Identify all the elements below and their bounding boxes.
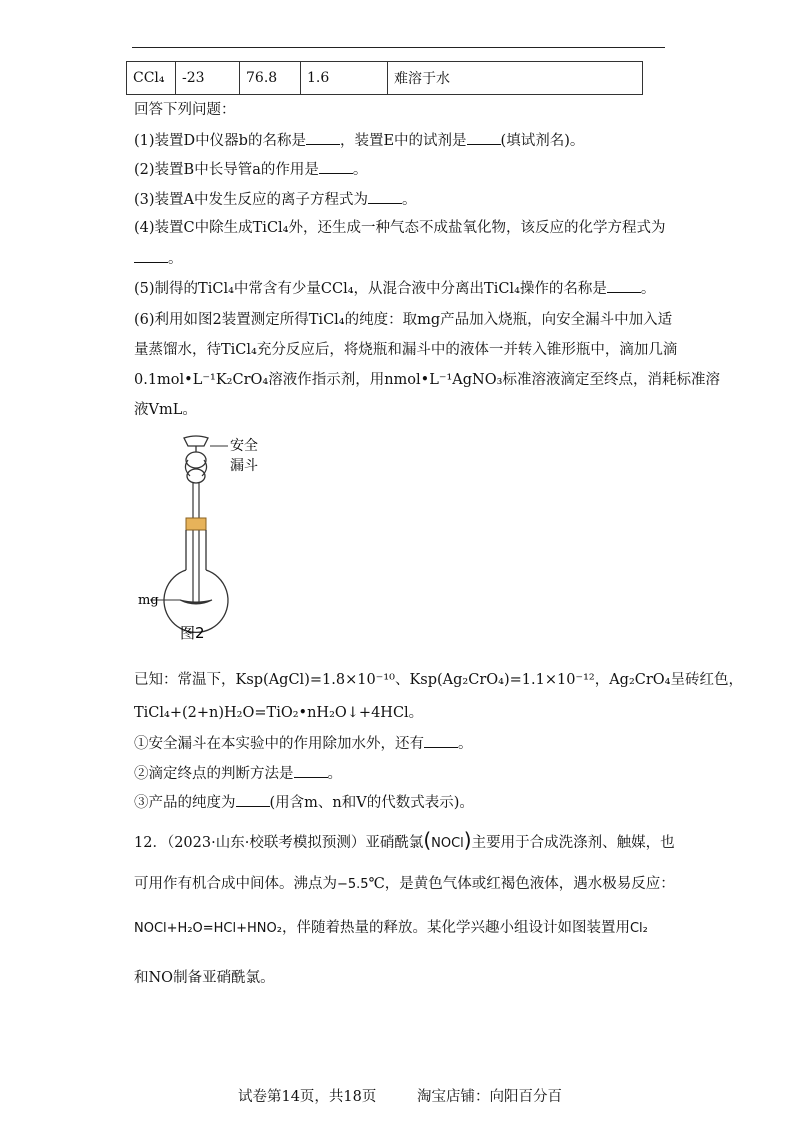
sub-question-1: ①安全漏斗在本实验中的作用除加水外，还有 。 (134, 733, 473, 754)
chlorine-formula: Cl₂ (629, 921, 648, 936)
question-6-line-2: 量蒸馏水，待TiCl₄充分反应后，将烧瓶和漏斗中的液体一并转入锥形瓶中，滴加几滴 (134, 342, 678, 358)
table-cell: 1.6 (301, 62, 388, 95)
table-row (127, 62, 643, 95)
answer-blank[interactable] (306, 130, 340, 145)
question-12-line-2: 可用作有机合成中间体。沸点为−5.5℃，是黄色气体或红褐色液体，遇水极易反应： (134, 876, 675, 892)
table-cell: 76.8 (240, 62, 301, 95)
question-12-line-1: 12．（2023·山东·校联考模拟预测）亚硝酰氯(NOCl)主要用于合成洗涤剂、触媒，也 (134, 828, 675, 852)
table-cell: CCl₄ (127, 62, 176, 95)
reaction-equation: NOCl+H₂O=HCl+HNO₂ (134, 921, 282, 936)
question-6-line-4: 液VmL。 (134, 402, 197, 418)
answer-blank[interactable] (294, 763, 328, 778)
table-cell: -23 (176, 62, 240, 95)
question-1: (1)装置D中仪器b的名称是 ，装置E中的试剂是 (填试剂名)。 (134, 130, 584, 151)
funnel-label-top: 安全 (230, 438, 258, 454)
page-number: 试卷第14页，共18页 (237, 1089, 377, 1105)
answer-blank[interactable] (368, 189, 402, 204)
figure-caption: 图2 (180, 624, 205, 642)
properties-table (126, 61, 643, 95)
question-4-cont: 。 (134, 248, 183, 269)
answer-blank[interactable] (607, 278, 641, 293)
top-rule (132, 47, 665, 48)
known-line-2: TiCl₄+(2+n)H₂O=TiO₂•nH₂O↓+4HCl。 (134, 705, 424, 721)
sample-label: mg (138, 593, 159, 608)
figure-2-apparatus (138, 432, 268, 644)
intro-text: 回答下列问题： (134, 102, 236, 118)
answer-blank[interactable] (236, 792, 270, 807)
question-12-line-4: 和NO制备亚硝酰氯。 (134, 970, 275, 986)
table-cell: 难溶于水 (388, 62, 643, 95)
question-4: (4)装置C中除生成TiCl₄外，还生成一种气态不成盐氧化物，该反应的化学方程式为 (134, 220, 666, 236)
flask-funnel-diagram (138, 432, 268, 644)
page-footer (0, 1085, 800, 1106)
answer-blank[interactable] (319, 159, 353, 174)
nocl-formula: NOCl (431, 836, 464, 851)
question-6-line-1: (6)利用如图2装置测定所得TiCl₄的纯度：取mg产品加入烧瓶，向安全漏斗中加入适 (134, 312, 673, 328)
funnel-label-bottom: 漏斗 (230, 458, 258, 474)
question-5: (5)制得的TiCl₄中常含有少量CCl₄，从混合液中分离出TiCl₄操作的名称是 。 (134, 278, 655, 299)
sub-question-2: ②滴定终点的判断方法是 。 (134, 763, 342, 784)
question-6-line-3: 0.1mol•L⁻¹K₂CrO₄溶液作指示剂，用nmol•L⁻¹AgNO₃标准溶液滴定至终点，消耗标准溶 (134, 372, 720, 388)
question-3: (3)装置A中发生反应的离子方程式为 。 (134, 189, 417, 210)
sub-question-3: ③产品的纯度为 (用含m、n和V的代数式表示)。 (134, 792, 474, 813)
question-2: (2)装置B中长导管a的作用是 。 (134, 159, 367, 180)
answer-blank[interactable] (134, 248, 168, 263)
answer-blank[interactable] (424, 733, 458, 748)
known-line-1: 已知：常温下，Ksp(AgCl)=1.8×10⁻¹⁰、Ksp(Ag₂CrO₄)=1.1×10⁻¹²，Ag₂CrO₄呈砖红色， (134, 672, 743, 688)
question-12-line-3: NOCl+H₂O=HCl+HNO₂，伴随着热量的释放。某化学兴趣小组设计如图装置用Cl₂ (134, 920, 648, 936)
shop-name: 淘宝店铺：向阳百分百 (417, 1089, 562, 1105)
answer-blank[interactable] (467, 130, 501, 145)
boiling-point: −5.5 (337, 877, 369, 892)
